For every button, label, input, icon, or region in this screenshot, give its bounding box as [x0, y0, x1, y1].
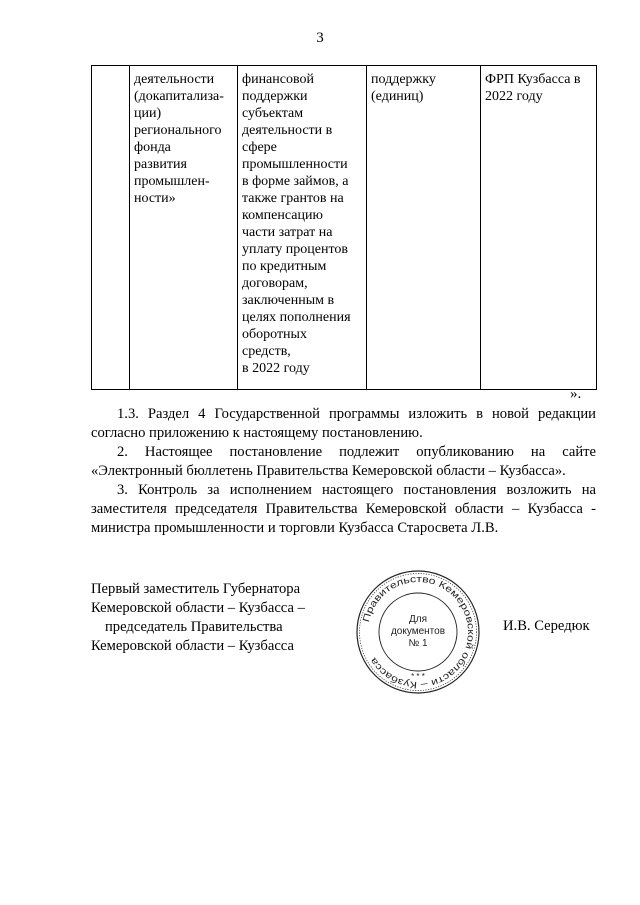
- signatory-title-line: Кемеровской области – Кузбасса: [91, 638, 294, 654]
- table-row: [92, 66, 597, 390]
- signatory-title-line: Кемеровской области – Кузбасса –: [91, 600, 305, 616]
- signatory-name: И.В. Середюк: [503, 618, 590, 634]
- seal-stars: * * *: [411, 672, 425, 681]
- table-cell: [367, 66, 481, 390]
- paragraph: 1.3. Раздел 4 Государственной программы изложить в новой редакции согласно приложению к настоящему постановлению.: [91, 406, 596, 441]
- page-number: 3: [316, 30, 324, 46]
- seal-center-line: № 1: [408, 638, 428, 649]
- document-body: [91, 405, 596, 538]
- table-cell: [481, 66, 597, 390]
- paragraph: 2. Настоящее постановление подлежит опубликованию на сайте «Электронный бюллетень Правительства Кемеровской области – Кузбасса».: [91, 444, 596, 479]
- cell-source: ФРП Кузбасса в 2022 году: [485, 72, 581, 104]
- signatory-title-line: председатель Правительства: [105, 619, 283, 635]
- signatory-title: [91, 580, 305, 656]
- cell-unit: поддержку (единиц): [371, 72, 436, 104]
- table-cell: [238, 66, 367, 390]
- table-cell: [92, 66, 130, 390]
- table-cell: [130, 66, 238, 390]
- official-seal: [354, 568, 482, 696]
- seal-center-line: Для: [408, 614, 428, 625]
- paragraph: 3. Контроль за исполнением настоящего постановления возложить на заместителя председателя Правительства Кемеровской области – Кузбасса - министра промышленности и торговли Кузбасса Старосвета Л.В.: [91, 482, 596, 536]
- seal-graphic: [354, 568, 482, 696]
- seal-ring-text: Правительство Кемеровской области – Кузбасса: [360, 572, 478, 692]
- closing-quote: ».: [570, 386, 582, 402]
- seal-center-line: документов: [390, 626, 446, 637]
- cell-indicator-name: деятельности (докапитализа- ции) регионального фонда развития промышлен- ности»: [134, 72, 224, 206]
- continuation-table: [91, 65, 597, 390]
- signatory-title-line: Первый заместитель Губернатора: [91, 581, 301, 597]
- cell-indicator-description: финансовой поддержки субъектам деятельности в сфере промышленности в форме займов, а также грантов на компенсацию части затрат на уплату процентов по кредитным договорам, заключенным в целях пополнения оборотных средств, в 2022 году: [242, 72, 351, 376]
